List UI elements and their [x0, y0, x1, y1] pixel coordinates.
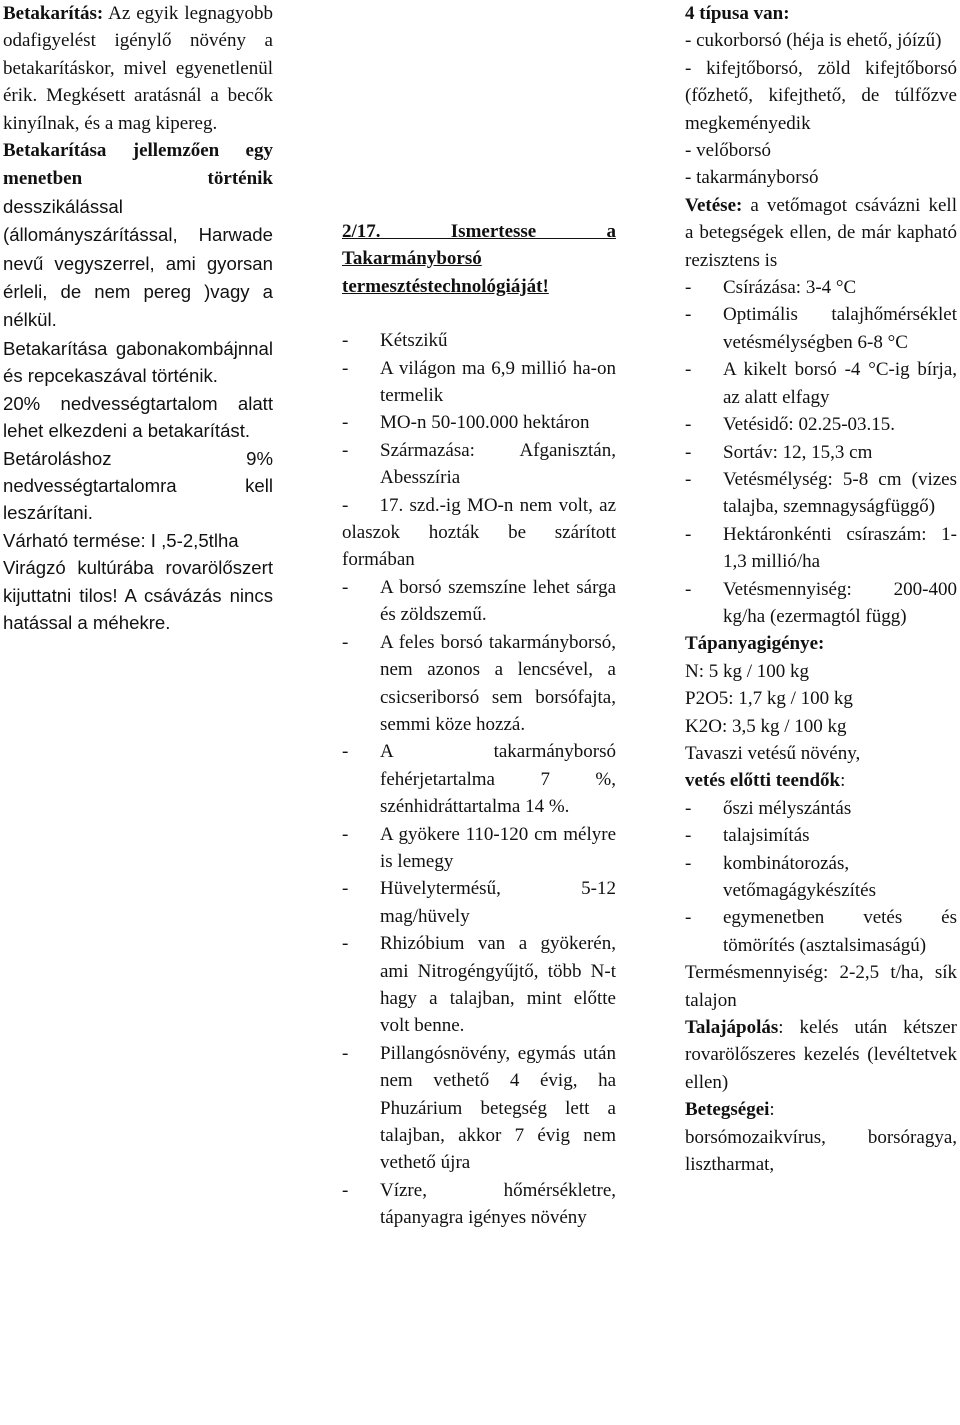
list-item-text: A takarmányborsó fehérjetartalma 7 %, szénhidráttartalma 14 %. [380, 741, 616, 818]
paragraph-moisture: 20% nedvességtartalom alatt lehet elkezdeni a betakarítást. [3, 392, 273, 442]
list-item [342, 574, 616, 629]
list-item-text: MO-n 50-100.000 hektáron [380, 412, 590, 434]
diseases-colon: : [769, 1099, 775, 1121]
list-item-text: Hektáronkénti csíraszám: 1-1,3 millió/ha [723, 523, 957, 573]
list-item-text: A világon ma 6,9 millió ha-on termelik [380, 357, 616, 407]
list-item [342, 930, 616, 1040]
list-dash: - [685, 304, 692, 326]
spring-text: Tavaszi vetésű növény, [685, 742, 861, 764]
sowing-term: Vetése: [685, 194, 743, 216]
list-item-text: Sortáv: 12, 15,3 cm [723, 441, 873, 463]
list-item [685, 301, 957, 356]
list-item [685, 795, 957, 822]
list-dash: - [685, 414, 692, 436]
list-item-history [342, 492, 616, 574]
list-item-text: A borsó szemszíne lehet sárga és zöldszemű. [380, 576, 616, 626]
paragraph-yield-amount: Termésmennyiség: 2-2,5 t/ha, sík talajon [685, 962, 957, 1011]
pre-sowing-term: vetés előtti teendők [685, 770, 841, 792]
paragraph-spring [685, 740, 957, 795]
list-dash: - [685, 441, 692, 463]
care-term: Talajápolás [685, 1017, 779, 1039]
paragraph-storage: Betároláshoz 9% nedvességtartalomra kell leszárítani. [3, 447, 273, 524]
list-item [685, 274, 957, 301]
types-heading: 4 típusa van: [685, 3, 790, 24]
paragraph-insecticide: Virágzó kultúrába rovarölőszert kijuttatni tilos! A csávázás nincs hatással a méhekre. [3, 557, 273, 633]
list-item-text: Vetésmennyiség: 200-400 kg/ha (ezermagtól függ) [723, 578, 957, 627]
diseases-term: Betegségei [685, 1099, 770, 1121]
list-item [685, 904, 957, 959]
list-item [685, 439, 957, 466]
paragraph-harvest [3, 0, 273, 137]
pre-sowing-list [685, 795, 957, 959]
list-dash: - [342, 878, 349, 900]
desiccation-text: desszikálással (állományszárítással, Harwade nevű vegyszerrel, ami gyorsan érleli, de nem pereg )vagy a nélkül. [3, 195, 273, 331]
list-item [342, 821, 616, 876]
list-line: K2O: 3,5 kg / 100 kg [685, 715, 847, 737]
list-item-text: Rhizóbium van a gyökerén, ami Nitrogéngyűjtő, több N-t hagy a talajban, mint előtte volt benne. [380, 933, 616, 1037]
list-dash: - [342, 823, 349, 845]
list-dash: - [342, 1042, 349, 1064]
list-dash: - [342, 741, 349, 763]
list-dash: - [685, 907, 692, 929]
list-line: - cukorborsó (héja is ehető, jóízű) [685, 30, 942, 52]
list-item-text: őszi mélyszántás [723, 797, 852, 819]
list-item-text: A feles borsó takarmányborsó, nem azonos a lencsével, a csicseriborsó sem borsófajta, semmi köze hozzá. [380, 631, 616, 735]
pre-sowing-colon: : [840, 770, 846, 792]
sowing-list [685, 274, 957, 630]
list-dash: - [342, 357, 349, 379]
list-dash: - [685, 468, 692, 490]
list-dash: - [342, 412, 349, 434]
list-item-text: kombinátorozás, vetőmagágykészítés [723, 852, 877, 901]
paragraph-yield: Várható termése: I ,5-2,5tlha [3, 529, 239, 551]
list-item-text: Optimális talajhőmérséklet vetésmélységben 6-8 °C [723, 304, 957, 353]
list-dash: - [342, 439, 349, 461]
list-item-text: Származása: Afganisztán, Abesszíria [380, 439, 616, 489]
list-item [342, 875, 616, 930]
list-item [342, 437, 616, 492]
section-heading: 2/17. Ismertesse a Takarmányborsó termesztéstechnológiáját! [342, 221, 616, 297]
list-item-text: A gyökere 110-120 cm mélyre is lemegy [380, 823, 616, 872]
paragraph-care [685, 1014, 957, 1096]
list-item-text: Vetésmélység: 5-8 cm (vizes talajba, szemnagyságfüggő) [723, 468, 957, 518]
facts-list-b [342, 574, 616, 1232]
list-item-text: Csírázása: 3-4 °C [723, 277, 857, 299]
list-dash: - [685, 578, 692, 600]
list-line: - kifejtőborsó, zöld kifejtőborsó (főzhető, kifejthető, de túlfőzve megkeményedik [685, 57, 957, 134]
sowing-text: a vetőmagot csávázni kell a betegségek ellen, de már kapható rezisztens is [685, 194, 957, 271]
right-column [685, 0, 957, 1178]
list-item-text: egymenetben vetés és tömörítés (asztalsimaságú) [723, 907, 957, 956]
diseases-text: borsómozaikvírus, borsóragya, lisztharmat, [685, 1126, 957, 1176]
care-text: : kelés után kétszer rovarölőszeres kezelés (levéltetvek ellen) [685, 1017, 957, 1093]
list-dash: - [685, 523, 692, 545]
list-dash: - [342, 576, 349, 598]
paragraph-desiccation [3, 137, 273, 335]
list-dash: - [342, 933, 349, 955]
list-dash: - [342, 494, 349, 516]
desiccation-term: Betakarítása jellemzően egy menetben történik [3, 140, 273, 190]
list-dash: - [685, 797, 692, 819]
list-line: P2O5: 1,7 kg / 100 kg [685, 688, 853, 710]
list-item [342, 327, 616, 354]
list-dash: - [342, 631, 349, 653]
list-line: - takarmányborsó [685, 167, 819, 189]
list-item [685, 356, 957, 411]
nutrient-list [685, 658, 957, 740]
list-line: N: 5 kg / 100 kg [685, 660, 810, 682]
list-item [685, 822, 957, 849]
list-item [342, 1177, 616, 1232]
list-item [685, 576, 957, 631]
list-item [685, 521, 957, 576]
types-list [685, 27, 957, 191]
list-dash: - [342, 330, 349, 352]
list-item-text: Kétszikű [380, 330, 448, 352]
middle-column [342, 218, 616, 1232]
list-item [342, 629, 616, 739]
list-item-text: Vetésidő: 02.25-03.15. [723, 414, 896, 436]
list-item-text: talajsimítás [723, 825, 810, 847]
list-dash: - [685, 852, 692, 874]
list-item-text: Pillangósnövény, egymás után nem vethető 4 évig, ha Phuzárium betegség lett a talajban, akkor 7 évig nem vethető újra [380, 1042, 616, 1174]
list-item [685, 411, 957, 438]
list-dash: - [685, 277, 692, 299]
paragraph-combine: Betakarítása gabonakombájnnal és repcekaszával történik. [3, 337, 273, 387]
harvest-term: Betakarítás: [3, 3, 104, 24]
list-dash: - [685, 825, 692, 847]
left-column [3, 0, 273, 636]
list-item [342, 409, 616, 436]
list-item [685, 850, 957, 905]
list-dash: - [685, 359, 692, 381]
list-item-text: Hüvelytermésű, 5-12 mag/hüvely [380, 878, 616, 927]
harvest-text: Az egyik legnagyobb odafigyelést igénylő növény a betakarításkor, mivel egyenetlenül érik. Megkésett aratásnál a becők kinyílnak, és a mag kipereg. [3, 3, 273, 134]
list-item [342, 1040, 616, 1177]
paragraph-diseases [685, 1096, 957, 1123]
list-item [342, 738, 616, 820]
facts-list-a [342, 327, 616, 491]
spacer [342, 300, 616, 327]
paragraph-sowing [685, 192, 957, 274]
list-dash: - [342, 1179, 349, 1201]
list-line: - velőborsó [685, 140, 772, 162]
history-text: 17. szd.-ig MO-n nem volt, az olaszok hozták be szárított formában [342, 494, 616, 571]
list-item [342, 355, 616, 410]
nutrient-heading: Tápanyagigénye: [685, 633, 825, 655]
list-item [685, 466, 957, 521]
list-item-text: A kikelt borsó -4 °C-ig bírja, az alatt elfagy [723, 359, 957, 408]
list-item-text: Vízre, hőmérsékletre, tápanyagra igényes növény [380, 1179, 616, 1229]
